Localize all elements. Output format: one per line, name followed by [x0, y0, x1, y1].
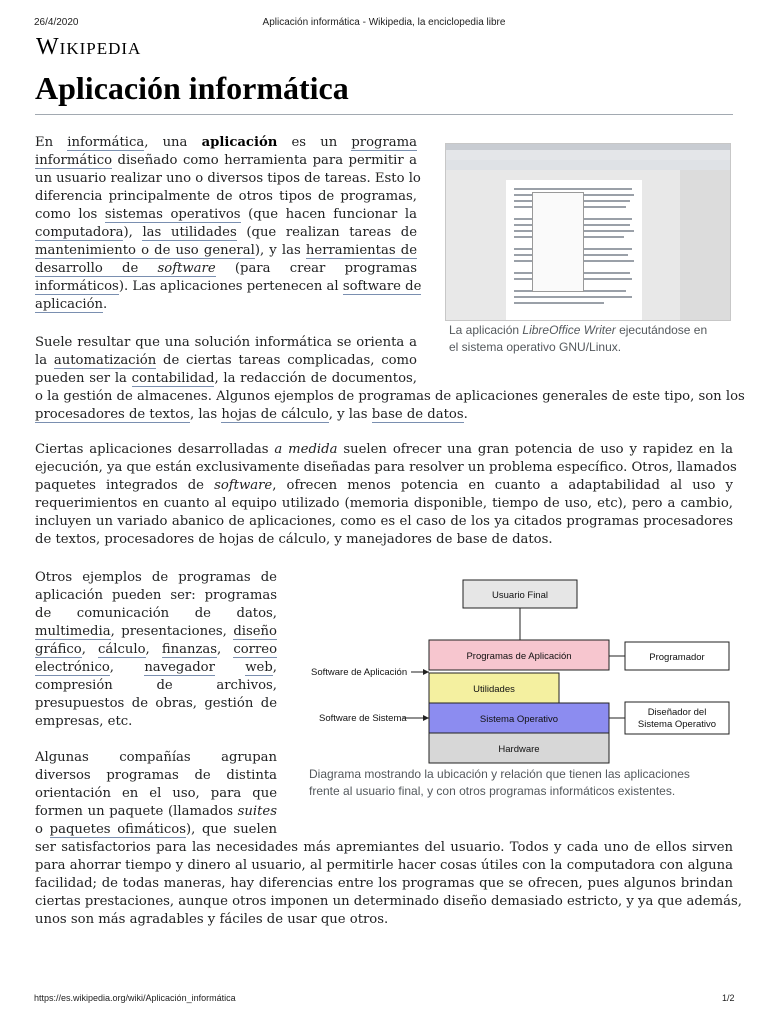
- link-desarrollo-software[interactable]: desarrollo de software: [35, 261, 216, 276]
- link-correo[interactable]: correo: [233, 642, 278, 657]
- label-software-sistema: Software de Sistema: [319, 713, 407, 724]
- figure2-caption: Diagrama mostrando la ubicación y relación que tienen las aplicaciones frente al usuario final, y con otros programas informáticos existentes.: [309, 767, 690, 798]
- paragraph-examples: Otros ejemplos de programas de aplicación pueden ser: programas de comunicación de datos, multimedia, presentaciones, diseño gráfico, cálculo, finanzas, correo electrónico, navegador web, compresión de archivos, presupuestos de obras, gestión de empresas, etc.: [35, 570, 278, 729]
- wikipedia-logo[interactable]: [36, 34, 141, 61]
- paragraph-suites-cont: ser satisfactorios para las necesidades más apremiantes del usuario. Todos y cada uno de ellos sirven para ahorrar tiempo y dinero al usuario, al permitirle hacer cosas útiles con la computadora con alguna facilidad; de todas maneras, hay diferencias entre los programas que se ofrecen, pues algunos brindan ciertas prestaciones, aunque otros imponen un determinado diseño demasiado estricto, y ya que además, unos son más agradables y fáciles de usar que otros.: [35, 840, 742, 927]
- link-diseno-grafico-2[interactable]: gráfico: [35, 642, 82, 657]
- link-automatizacion[interactable]: automatización: [53, 353, 157, 368]
- link-informatica[interactable]: informática: [67, 135, 145, 150]
- link-programa[interactable]: programa: [351, 135, 418, 150]
- paragraph-custom-apps: Ciertas aplicaciones desarrolladas a medida suelen ofrecer una gran potencia de uso y rapidez en la ejecución, ya que están exclusivamente diseñadas para resolver un problema específico. Otros, llamados paquetes integrados de software, ofrecen menos potencia en cuanto a adaptabilidad al uso y requerimientos en cuanto al equipo utilizado (memoria disponible, tiempo de uso, etc), pero a cambio, incluyen un variado abanico de aplicaciones, como es el caso de los ya citados programas procesadores de textos, procesadores de hojas de cálculo, y manejadores de base de datos.: [35, 442, 737, 547]
- page-url: https://es.wikipedia.org/wiki/Aplicación_informática: [34, 993, 236, 1003]
- link-herramientas-desarrollo[interactable]: herramientas de: [305, 243, 417, 258]
- page-title: Aplicación informática: [35, 70, 349, 106]
- link-hojas-calculo[interactable]: hojas de cálculo: [221, 407, 329, 422]
- software-layers-diagram: [305, 572, 735, 767]
- link-paquetes-ofimaticos[interactable]: paquetes ofimáticos: [49, 822, 186, 837]
- link-utilidades[interactable]: las utilidades: [142, 225, 237, 240]
- link-computadora[interactable]: computadora: [35, 225, 124, 240]
- link-web[interactable]: web: [245, 660, 273, 675]
- box-disenador-label-1: Diseñador del: [647, 707, 707, 718]
- link-informatico[interactable]: informático: [35, 153, 113, 168]
- box-programador-label: Programador: [649, 652, 705, 663]
- link-finanzas[interactable]: finanzas: [161, 642, 218, 657]
- box-programas-aplicacion-label: Programas de Aplicación: [466, 651, 572, 662]
- link-multimedia[interactable]: multimedia: [35, 624, 111, 639]
- paragraph-solutions: Suele resultar que una solución informática se orienta a la automatización de ciertas tareas complicadas, como pueden ser la contabilidad, la redacción de documentos,: [35, 335, 417, 386]
- link-calculo[interactable]: cálculo: [98, 642, 146, 657]
- print-date: 26/4/2020: [34, 17, 79, 28]
- paragraph-solutions-cont: o la gestión de almacenes. Algunos ejemplos de programas de aplicaciones generales de este tipo, son los procesadores de textos, las hojas de cálculo, y las base de datos.: [35, 389, 745, 422]
- title-divider: [35, 114, 733, 115]
- link-aplicacion[interactable]: aplicación: [35, 297, 104, 312]
- paragraph-intro: En informática, una aplicación es un programa informático diseñado como herramienta para permitir a un usuario realizar uno o diversos tipos de tareas. Esto lo diferencia principalmente de otros tipos de programas, como los sistemas operativos (que hacen funcionar la computadora), las utilidades (que realizan tareas de mantenimiento o de uso general), y las herramientas de desarrollo de software (para crear programas informáticos). Las aplicaciones pertenecen al software de aplicación.: [35, 135, 422, 312]
- libreoffice-screenshot: [445, 143, 731, 321]
- link-diseno-grafico[interactable]: diseño: [233, 624, 277, 639]
- paragraph-suites: Algunas compañías agrupan diversos programas de distinta orientación en el uso, para que formen un paquete (llamados suites o paquetes ofimáticos), que suelen: [35, 750, 278, 837]
- box-usuario-final-label: Usuario Final: [492, 590, 548, 601]
- wikipedia-wordmark: Wikipedia: [36, 34, 142, 60]
- link-navegador-web[interactable]: navegador: [144, 660, 215, 675]
- box-sistema-operativo-label: Sistema Operativo: [479, 714, 559, 725]
- print-page-title: Aplicación informática - Wikipedia, la enciclopedia libre: [262, 17, 506, 28]
- link-correo-electronico[interactable]: electrónico: [35, 660, 110, 675]
- page-number: 1/2: [722, 993, 735, 1003]
- box-hardware-label: Hardware: [498, 744, 540, 755]
- link-contabilidad[interactable]: contabilidad: [131, 371, 215, 386]
- link-procesadores-textos[interactable]: procesadores de textos: [35, 407, 190, 422]
- box-disenador-label-2: Sistema Operativo: [637, 719, 717, 730]
- link-sistemas-operativos[interactable]: sistemas operativos: [104, 207, 241, 222]
- label-software-aplicacion: Software de Aplicación: [311, 667, 408, 678]
- link-informaticos[interactable]: informáticos: [35, 279, 119, 294]
- link-mantenimiento[interactable]: mantenimiento o de uso general: [35, 243, 255, 258]
- figure1-caption: La aplicación LibreOffice Writer ejecutándose en el sistema operativo GNU/Linux.: [449, 323, 708, 354]
- link-base-datos[interactable]: base de datos: [371, 407, 464, 422]
- link-software-aplicacion[interactable]: software de: [342, 279, 422, 294]
- box-utilidades-label: Utilidades: [473, 684, 515, 695]
